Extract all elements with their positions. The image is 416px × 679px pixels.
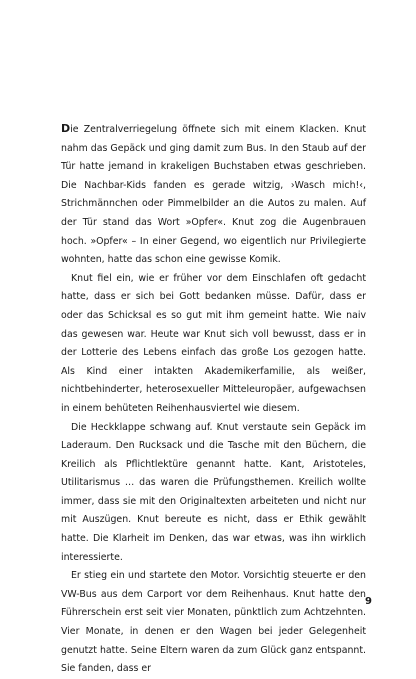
- paragraph-2: Knut fiel ein, wie er früher vor dem Einschlafen oft gedacht hatte, dass er sich bei Gott bedanken müsse. Dafür, dass er oder das Schicksal es so gut mit ihm gemeint hatte. Wie naiv das gewesen war. Heute war Knut sich voll bewusst, dass er in der Lotterie des Lebens einfach das große Los gezogen hatte. Als Kind einer intakten Akademikerfamilie, als weißer, nichtbehinderter, heterosexueller Mitteleuropäer, aufgewachsen in einem behüteten Reihenhausviertel wie diesem.: [61, 272, 366, 414]
- lead-letter: D: [61, 122, 71, 135]
- body-text: [61, 120, 366, 679]
- paragraph-4: Er stieg ein und startete den Motor. Vorsichtig steuerte er den VW-Bus aus dem Carport vor dem Reihenhaus. Knut hatte den Führerschein erst seit vier Monaten, pünktlich zum Achtzehnten. Vier Monate, in denen er den Wagen bei jeder Gelegenheit genutzt hatte. Seine Eltern waren da zum Glück ganz entspannt. Sie fanden, dass er: [61, 570, 366, 675]
- paragraph-1-text: ie Zentralverriegelung öffnete sich mit einem Klacken. Knut nahm das Gepäck und ging damit zum Bus. In den Staub auf der Tür hatte jemand in krakeligen Buchstaben etwas geschrieben. Die Nachbar-Kids fanden es gerade witzig, ›Wasch mich!‹, Strichmännchen oder Pimmelbilder an die Autos zu malen. Auf der Tür stand das Wort »Opfer«. Knut zog die Augenbrauen hoch. »Opfer« – In einer Gegend, wo eigentlich nur Privilegierte wohnten, hatte das schon eine gewisse Komik.: [61, 124, 366, 266]
- paragraph-3: Die Heckklappe schwang auf. Knut verstaute sein Gepäck im Laderaum. Den Rucksack und die Tasche mit den Büchern, die Kreilich als Pflichtlektüre genannt hatte. Kant, Aristoteles, Utilitarismus … das waren die Prüfungsthemen. Kreilich wollte immer, dass sie mit den Originaltexten arbeiteten und nicht nur mit Auszügen. Knut bereute es nicht, dass er Ethik gewählt hatte. Die Klarheit im Denken, das war etwas, was ihn wirklich interessierte.: [61, 421, 366, 563]
- page-number: 9: [365, 596, 372, 607]
- paragraph-1: [61, 120, 366, 270]
